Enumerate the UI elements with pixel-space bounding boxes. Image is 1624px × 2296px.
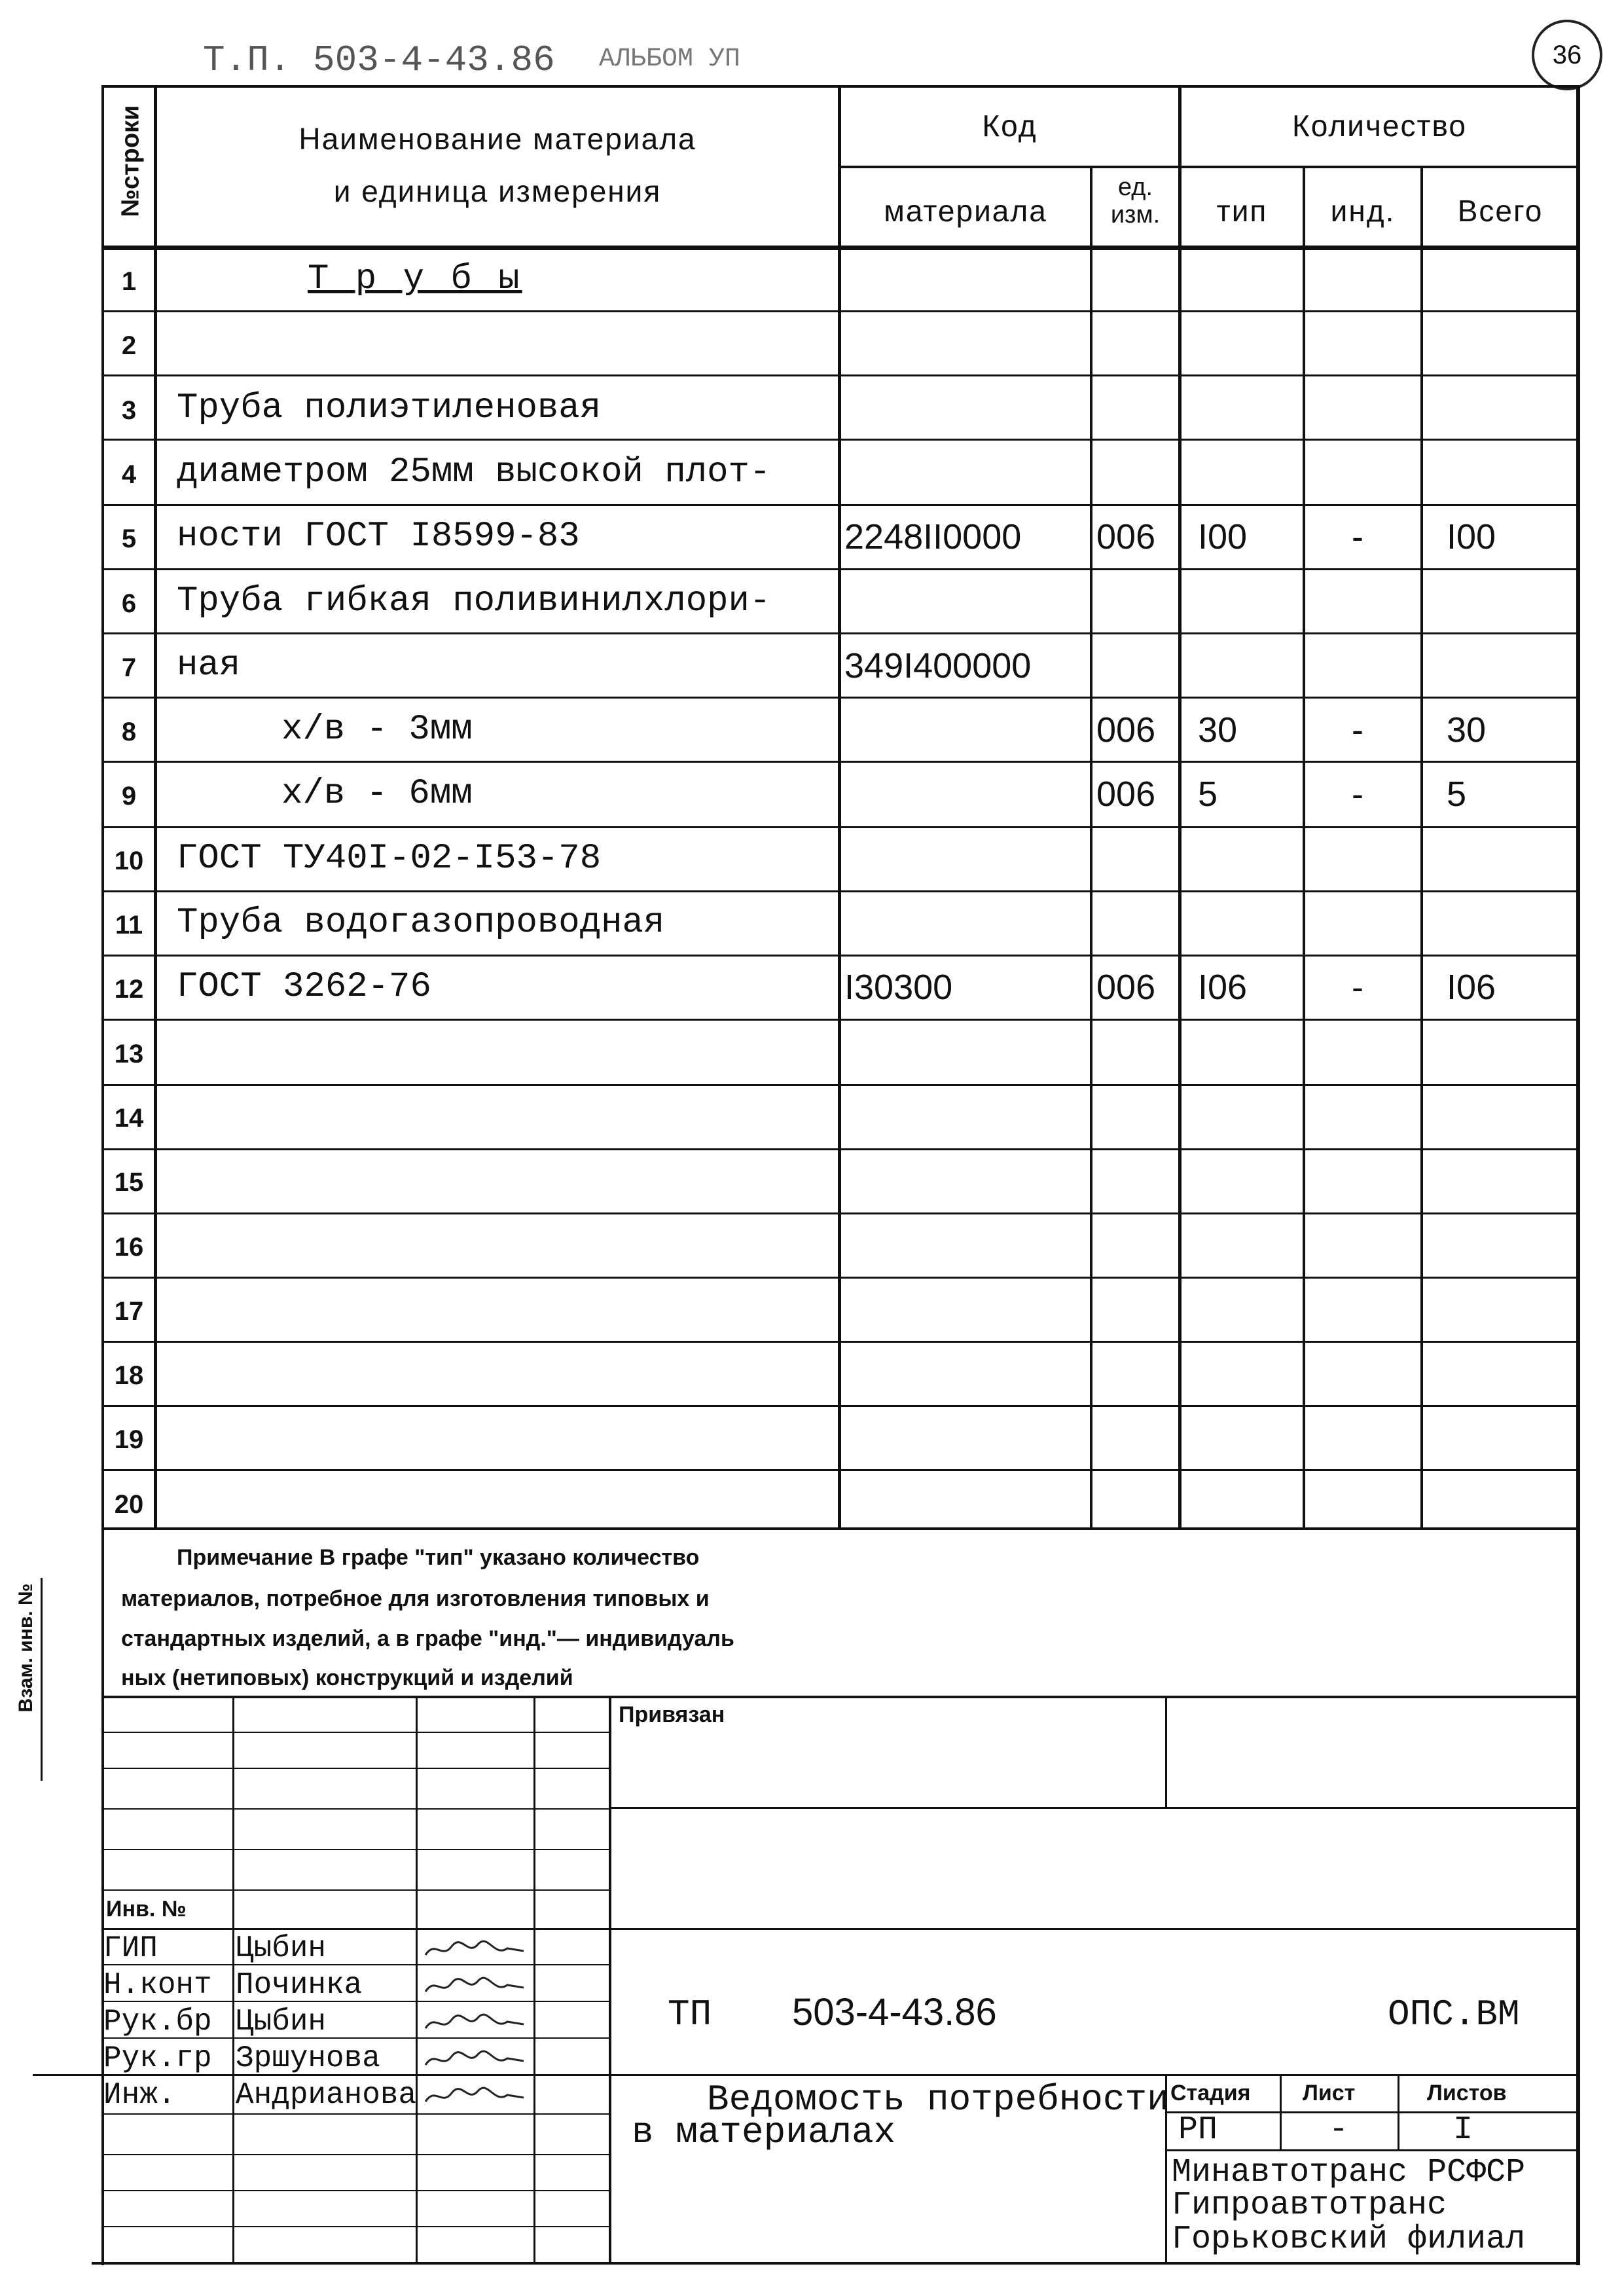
material-name: ная	[177, 645, 241, 685]
qty-type: 5	[1198, 774, 1218, 814]
page-number-circle	[1532, 20, 1602, 90]
row-number: 6	[121, 589, 137, 618]
material-name: ГОСТ ТУ40I-02-I53-78	[177, 838, 602, 879]
row-number: 3	[121, 395, 137, 425]
title-line-2: в материалах	[632, 2111, 896, 2153]
doc-prefix: ТП	[668, 1994, 712, 2035]
person-role: Н.конт	[103, 1968, 212, 2002]
stage-value: РП	[1178, 2111, 1218, 2149]
sheet-label: Лист	[1303, 2081, 1356, 2105]
material-name: Труба гибкая поливинилхлори-	[177, 581, 771, 621]
qty-ind: -	[1352, 774, 1363, 814]
material-name: диаметром 25мм высокой плот-	[177, 452, 771, 492]
qty-ind: -	[1352, 517, 1363, 557]
signature	[422, 2083, 527, 2109]
qty-total-header: Всего	[1457, 194, 1543, 228]
qty-type: 30	[1198, 710, 1238, 750]
note-line-4: ных (нетиповых) конструкций и изделий	[121, 1666, 573, 1690]
doc-mark: ОПС.ВМ	[1388, 1994, 1520, 2035]
row-number: 11	[115, 911, 143, 939]
material-name: Труба водогазопроводная	[177, 903, 665, 943]
qty-type-header: тип	[1216, 194, 1268, 228]
title-line-1: Ведомость потребности	[707, 2079, 1169, 2121]
row-number: 20	[114, 1489, 144, 1519]
row-number: 1	[121, 267, 137, 296]
material-code: 2248II0000	[844, 517, 1022, 557]
note-line-1: Примечание В графе "тип" указано количество	[177, 1545, 700, 1570]
org-line-3: Горьковский филиал	[1172, 2221, 1526, 2258]
material-name: х/в - 3мм	[281, 710, 473, 750]
sheets-value: I	[1453, 2111, 1473, 2149]
privyazan-label: Привязан	[619, 1702, 725, 1727]
code-header: Код	[982, 109, 1038, 143]
stage-label: Стадия	[1170, 2081, 1251, 2105]
signature	[422, 2010, 527, 2036]
inv-number-label: Инв. №	[106, 1897, 187, 1922]
person-name: Цыбин	[236, 1931, 327, 1965]
material-name: Т р у б ы	[308, 259, 522, 299]
qty-total: 5	[1447, 774, 1467, 814]
row-number: 12	[114, 975, 144, 1004]
row-number: 10	[114, 846, 144, 875]
person-name: Андрианова	[236, 2078, 417, 2112]
unit-code: 006	[1096, 774, 1156, 814]
qty-type: I06	[1198, 968, 1248, 1008]
unit-code: 006	[1096, 968, 1156, 1008]
row-number: 2	[121, 331, 137, 361]
code-unit-header: ед. изм.	[1110, 173, 1161, 228]
org-line-2: Гипроавтотранс	[1172, 2187, 1447, 2224]
material-code: 349I400000	[844, 646, 1032, 685]
qty-total: I00	[1447, 517, 1496, 557]
page-number: 36	[1552, 41, 1582, 69]
signature	[422, 2047, 527, 2073]
person-name: Цыбин	[236, 2005, 327, 2039]
row-number: 15	[114, 1168, 144, 1197]
rownum-header: №строки	[117, 105, 145, 217]
name-header-line2: и единица измерения	[333, 174, 662, 208]
person-name: Зршунова	[236, 2041, 380, 2075]
row-number: 19	[114, 1425, 144, 1455]
row-number: 17	[114, 1296, 144, 1326]
material-name: ности ГОСТ I8599-83	[177, 517, 580, 557]
row-number: 8	[121, 718, 137, 747]
person-role: ГИП	[103, 1931, 158, 1965]
material-name: х/в - 6мм	[281, 774, 473, 814]
sheets-label: Листов	[1427, 2081, 1507, 2105]
material-name: ГОСТ 3262-76	[177, 967, 431, 1008]
qty-total: I06	[1447, 968, 1496, 1008]
row-number: 16	[114, 1232, 144, 1262]
qty-ind-header: инд.	[1330, 194, 1396, 228]
row-number: 14	[114, 1103, 144, 1133]
note-line-2: материалов, потребное для изготовления типовых и	[121, 1586, 710, 1611]
row-number: 9	[121, 782, 137, 811]
signature	[422, 1937, 527, 1963]
material-code: I30300	[844, 968, 953, 1008]
row-number: 18	[114, 1361, 144, 1391]
code-material-header: материала	[884, 194, 1047, 228]
name-header-line1: Наименование материала	[298, 122, 696, 156]
person-role: Рук.гр	[103, 2041, 212, 2075]
row-number: 13	[114, 1039, 144, 1068]
person-name: Починка	[236, 1968, 363, 2002]
qty-ind: -	[1352, 710, 1363, 750]
qty-total: 30	[1447, 710, 1487, 750]
signature	[422, 1973, 527, 1999]
doc-number: 503-4-43.86	[792, 1991, 997, 2033]
material-name: Труба полиэтиленовая	[177, 388, 602, 428]
qty-ind: -	[1352, 968, 1363, 1008]
note-line-3: стандартных изделий, а в графе "инд."— индивидуаль	[121, 1626, 734, 1651]
sheet-value: -	[1329, 2111, 1349, 2149]
row-number: 4	[121, 460, 137, 489]
unit-code: 006	[1096, 517, 1156, 557]
document-code: Т.П. 503-4-43.86	[203, 39, 555, 81]
side-label: Взам. инв. №	[15, 1583, 37, 1713]
person-role: Инж.	[103, 2078, 176, 2112]
org-line-1: Минавтотранс РСФСР	[1172, 2154, 1526, 2191]
qty-header: Количество	[1291, 109, 1468, 143]
unit-code: 006	[1096, 710, 1156, 750]
row-number: 7	[121, 653, 137, 682]
row-number: 5	[121, 524, 137, 554]
album-label: АЛЬБОМ УП	[599, 45, 741, 74]
qty-type: I00	[1198, 517, 1248, 557]
person-role: Рук.бр	[103, 2005, 212, 2039]
